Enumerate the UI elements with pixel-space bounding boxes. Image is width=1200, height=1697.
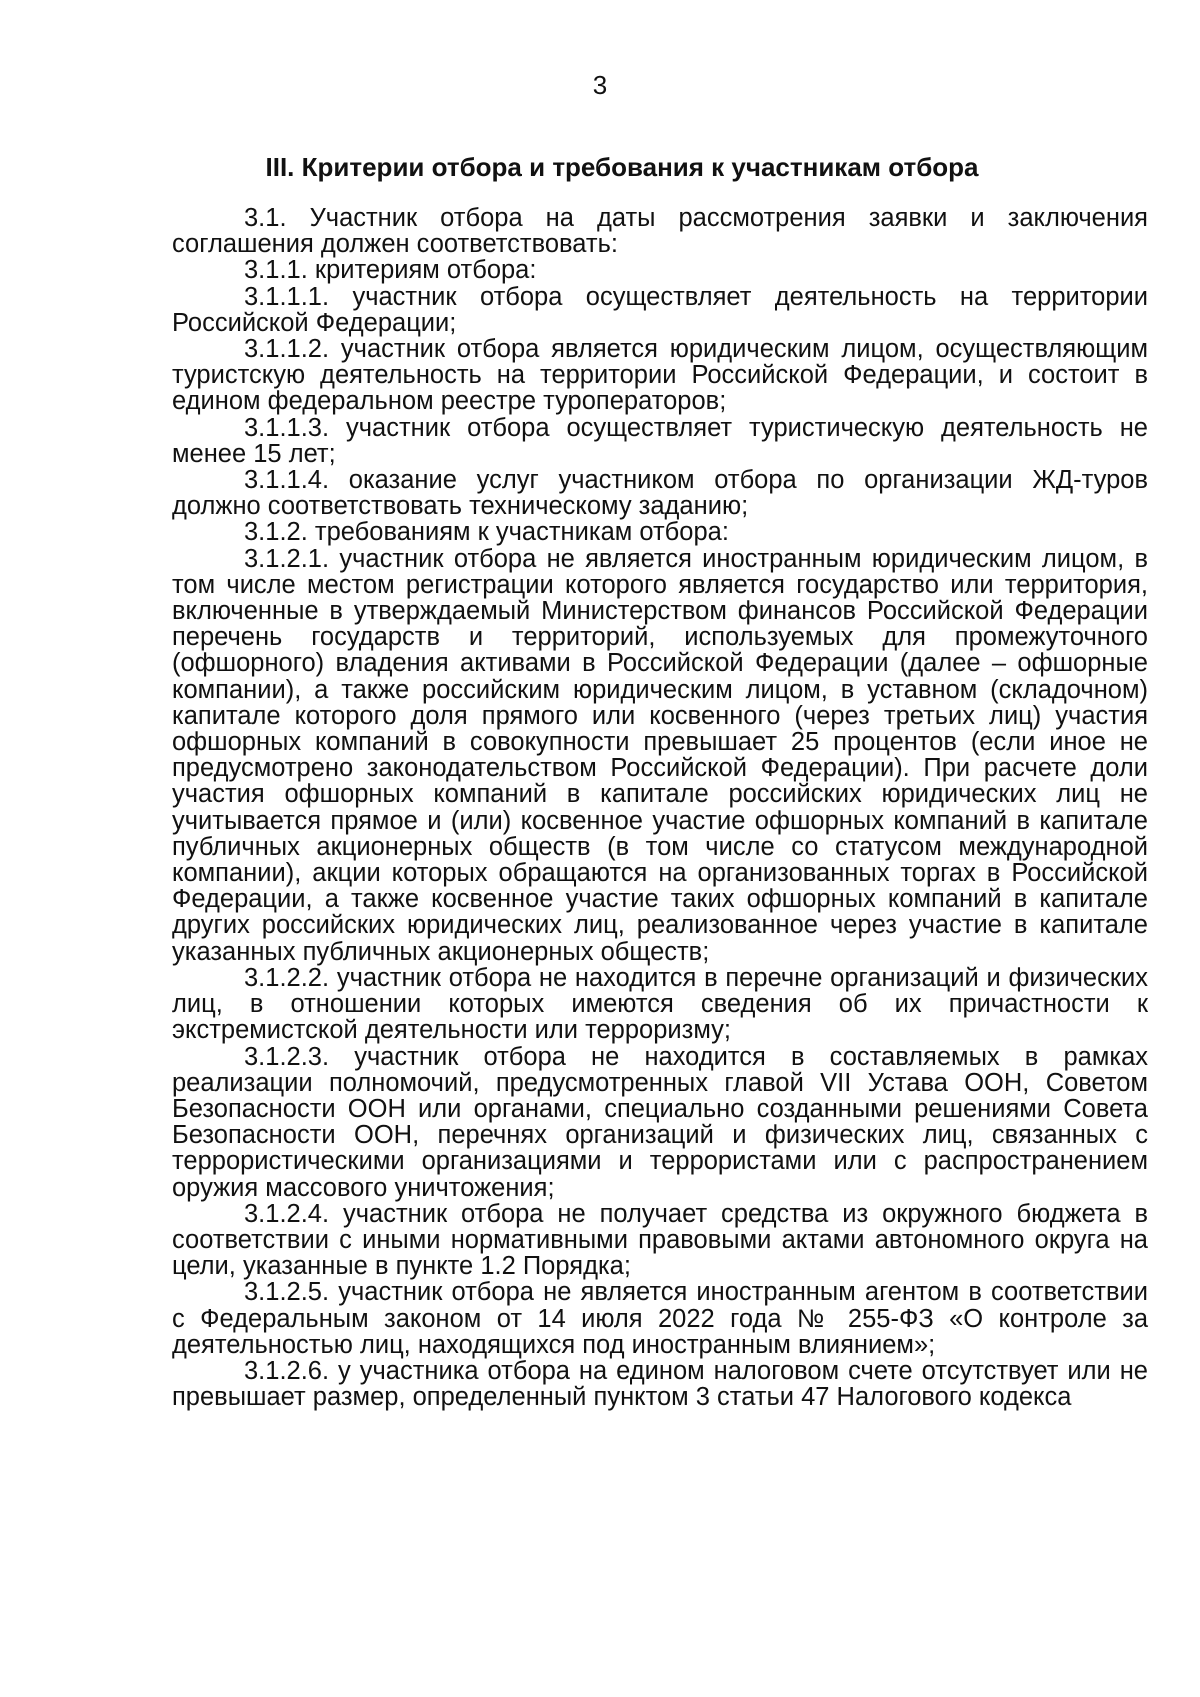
paragraph-text: участник отбора осуществляет туристическую деятельность не менее 15 лет; [172, 413, 1148, 468]
paragraph-number: 3.1.2.1. [244, 544, 330, 573]
paragraph-3-1-1 [172, 257, 1148, 283]
paragraph-number: 3.1.2.2. [244, 963, 330, 992]
paragraph-3-1-2-3 [172, 1044, 1148, 1201]
paragraph-text: участник отбора не получает средства из окружного бюджета в соответствии с иными нормативными правовыми актами автономного округа на цели, указанные в пункте 1.2 Порядка; [172, 1199, 1148, 1281]
paragraph-text: участник отбора осуществляет деятельность на территории Российской Федерации; [172, 282, 1148, 337]
paragraph-number: 3.1.2.3. [244, 1042, 330, 1071]
paragraph-number: 3.1.2.4. [244, 1199, 330, 1228]
paragraph-text: оказание услуг участником отбора по организации ЖД-туров должно соответствовать техническому заданию; [172, 466, 1148, 521]
section-heading: III. Критерии отбора и требования к участникам отбора [265, 152, 979, 182]
paragraph-text: участник отбора является юридическим лицом, осуществляющим туристскую деятельность на территории Российской Федерации, и состоит в едином федеральном реестре туроператоров; [172, 335, 1148, 416]
paragraph-text: участник отбора не является иностранным юридическим лицом, в том числе местом регистрации которого является государство или территория, включенные в утверждаемый Министерством финансов Российской Федерации перечень государств и территорий, используемых для промежуточного (офшорного) владения активами в Российской Федерации (далее – офшорные компании), а также российским юридическим лицом, в уставном (складочном) капитале которого доля прямого или косвенного (через третьих лиц) участия офшорных компаний в совокупности превышает 25 процентов (если иное не предусмотрено законодательством Российской Федерации). При расчете доли участия офшорных компаний в капитале российских юридических лиц не учитывается прямое и (или) косвенное участие офшорных компаний в капитале публичных акционерных обществ (в том числе со статусом международной компании), акции которых обращаются на организованных торгах в Российской Федерации, а также косвенное участие таких офшорных компаний в капитале других российских юридических лиц, реализованное через участие в капитале указанных публичных акционерных обществ; [172, 544, 1148, 966]
paragraph-3-1-1-2 [172, 336, 1148, 415]
paragraph-3-1-2-6 [172, 1358, 1148, 1410]
paragraph-text: участник отбора не находится в перечне организаций и физических лиц, в отношении которых имеются сведения об их причастности к экстремистской деятельности или терроризму; [172, 963, 1148, 1045]
paragraph-3-1-1-4 [172, 467, 1148, 519]
paragraph-number: 3.1.2.5. [244, 1278, 330, 1307]
document-body [172, 205, 1148, 1410]
paragraph-text: участник отбора не находится в составляемых в рамках реализации полномочий, предусмотренных главой VII Устава ООН, Советом Безопасности ООН или органами, специально созданными решениями Совета Безопасности ООН, перечнях организаций и физических лиц, связанных с террористическими организациями и террористами или с распространением оружия массового уничтожения; [172, 1042, 1149, 1202]
paragraph-3-1-2-4 [172, 1201, 1148, 1280]
paragraph-text: критериям отбора: [314, 256, 537, 285]
paragraph-3-1-2 [172, 519, 1148, 545]
paragraph-number: 3.1.2. [244, 518, 308, 547]
paragraph-3-1-1-1 [172, 284, 1148, 336]
paragraph-text: участник отбора не является иностранным агентом в соответствии с Федеральным законом от 14 июля 2022 года № 255-ФЗ «О контроле за деятельностью лиц, находящихся под иностранным влиянием»; [172, 1278, 1148, 1359]
paragraph-number: 3.1.1.4. [244, 466, 330, 495]
paragraph-3-1-2-5 [172, 1279, 1148, 1358]
paragraph-3-1 [172, 205, 1148, 257]
page-number: 3 [592, 70, 608, 100]
paragraph-number: 3.1.2.6. [244, 1356, 330, 1385]
paragraph-number: 3.1.1.1. [244, 282, 330, 311]
paragraph-number: 3.1.1.2. [244, 335, 330, 364]
paragraph-text: Участник отбора на даты рассмотрения заявки и заключения соглашения должен соответствовать: [172, 204, 1148, 259]
paragraph-text: у участника отбора на едином налоговом счете отсутствует или не превышает размер, определенный пунктом 3 статьи 47 Налогового кодекса [172, 1356, 1148, 1412]
paragraph-3-1-1-3 [172, 415, 1148, 467]
paragraph-number: 3.1.1. [244, 256, 308, 285]
paragraph-number: 3.1. [244, 204, 287, 232]
paragraph-number: 3.1.1.3. [244, 413, 330, 442]
paragraph-3-1-2-1 [172, 546, 1148, 965]
paragraph-3-1-2-2 [172, 965, 1148, 1044]
paragraph-text: требованиям к участникам отбора: [314, 518, 729, 547]
